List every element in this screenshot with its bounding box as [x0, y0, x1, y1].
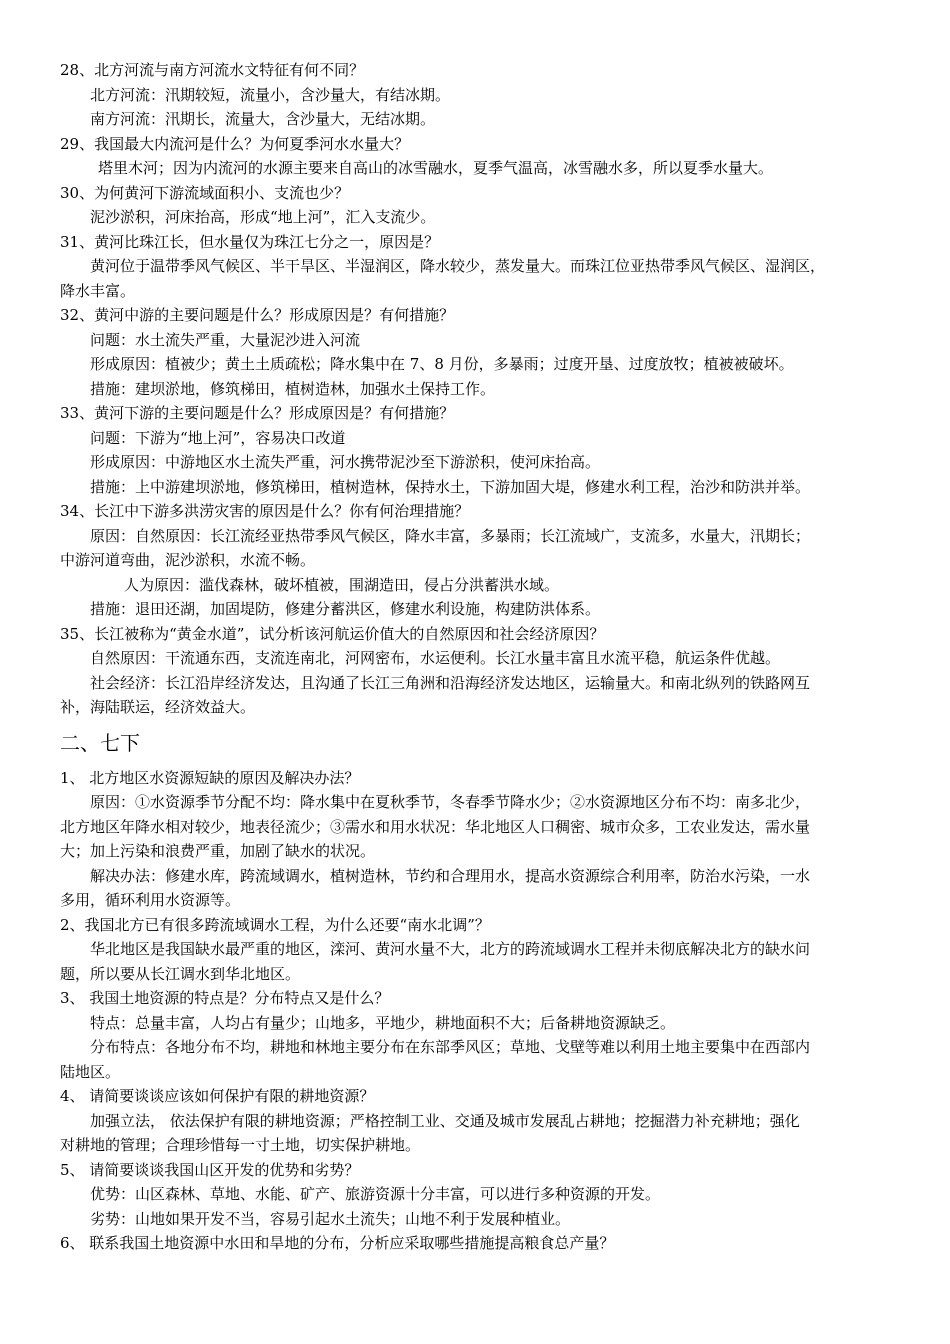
indented-text-line: 加强立法， 依法保护有限的耕地资源；严格控制工业、交通及城市发展乱占耕地；挖掘潜力补充耕地；强化: [90, 1111, 800, 1130]
indented-text-line: 措施：退田还湖，加固堤防，修建分蓄洪区，修建水利设施，构建防洪体系。: [90, 600, 601, 618]
text-line: 题，所以要从长江调水到华北地区。: [60, 964, 301, 983]
text-line: 30、为何黄河下游流域面积小、支流也少？: [60, 183, 350, 202]
text-line: 2、我国北方已有很多跨流域调水工程，为什么还要“南水北调”？: [60, 915, 490, 934]
indented-text-line: 措施：建坝淤地，修筑梯田，植树造林，加强水土保持工作。: [90, 379, 496, 398]
text-line: 1、 北方地区水资源短缺的原因及解决办法？: [60, 768, 360, 787]
indented-text-line: 自然原因：干流通东西，支流连南北，河网密布，水运便利。长江水量丰富且水流平稳，航运条件优越。: [90, 649, 781, 667]
text-line: 35、长江被称为“黄金水道”，试分析该河航运价值大的自然原因和社会经济原因？: [60, 624, 605, 643]
indented-text-line: 解决办法：修建水库，跨流域调水，植树造林，节约和合理用水，提高水资源综合利用率，防治水污染，一水: [90, 866, 811, 885]
text-line: 33、黄河下游的主要问题是什么？形成原因是？有何措施？: [60, 404, 455, 422]
text-line: 北方地区年降水相对较少，地表径流少；③需水和用水状况：华北地区人口稠密、城市众多，工农业发达，需水量: [60, 817, 811, 836]
indented-text-line: 社会经济：长江沿岸经济发达，且沟通了长江三角洲和沿海经济发达地区，运输量大。和南北纵列的铁路网互: [90, 673, 811, 692]
indented-text-line: 华北地区是我国缺水最严重的地区，滦河、黄河水量不大，北方的跨流域调水工程并未彻底解决北方的缺水问: [90, 940, 811, 958]
text-line: 28、北方河流与南方河流水文特征有何不同？: [60, 61, 365, 79]
indented-text-line: 特点：总量丰富，人均占有量少；山地多，平地少，耕地面积不大；后备耕地资源缺乏。: [90, 1013, 676, 1032]
text-line: 对耕地的管理；合理珍惜每一寸土地，切实保护耕地。: [60, 1136, 421, 1154]
text-line: 4、 请简要谈谈应该如何保护有限的耕地资源？: [60, 1087, 375, 1105]
indented-text-line: 塔里木河；因为内流河的水源主要来自高山的冰雪融水，夏季气温高，冰雪融水多，所以夏季水量大。: [98, 159, 774, 177]
indented-text-line: 劣势：山地如果开发不当，容易引起水土流失；山地不利于发展种植业。: [90, 1209, 571, 1228]
text-line: 31、黄河比珠江长，但水量仅为珠江七分之一，原因是？: [60, 232, 440, 251]
indented-text-line: 原因：自然原因：长江流经亚热带季风气候区，降水丰富，多暴雨；长江流域广，支流多，水量大，汛期长；: [90, 526, 811, 545]
indented-text-line: 人为原因：滥伐森林，破坏植被，围湖造田，侵占分洪蓄洪水域。: [124, 575, 560, 594]
text-line: 大；加上污染和浪费严重，加剧了缺水的状况。: [60, 842, 376, 860]
indented-text-line: 泥沙淤积，河床抬高，形成“地上河”，汇入支流少。: [90, 208, 436, 226]
text-line: 陆地区。: [60, 1062, 121, 1081]
text-line: 补，海陆联运，经济效益大。: [60, 698, 256, 716]
indented-text-line: 优势：山区森林、草地、水能、矿产、旅游资源十分丰富，可以进行多种资源的开发。: [90, 1185, 661, 1203]
indented-text-line: 黄河位于温带季风气候区、半干旱区、半湿润区，降水较少，蒸发量大。而珠江位亚热带季风气候区、湿润区，: [90, 257, 826, 275]
document-page: [60, 58, 898, 1256]
text-line: 5、 请简要谈谈我国山区开发的优势和劣势？: [60, 1160, 360, 1179]
indented-text-line: 形成原因：中游地区水土流失严重，河水携带泥沙至下游淤积，使河床抬高。: [90, 453, 601, 471]
indented-text-line: 南方河流：汛期长，流量大，含沙量大，无结冰期。: [90, 110, 436, 128]
text-line: 34、长江中下游多洪涝灾害的原因是什么？你有何治理措施？: [60, 502, 470, 520]
indented-text-line: 形成原因：植被少；黄土土质疏松；降水集中在 7、8 月份，多暴雨；过度开垦、过度放牧；植被被破坏。: [90, 355, 794, 373]
text-line: 6、 联系我国土地资源中水田和旱地的分布，分析应采取哪些措施提高粮食总产量？: [60, 1234, 615, 1252]
indented-text-line: 措施：上中游建坝淤地，修筑梯田，植树造林，保持水土，下游加固大堤，修建水利工程，治沙和防洪并举。: [90, 477, 811, 496]
text-line: 3、 我国土地资源的特点是？分布特点又是什么？: [60, 989, 390, 1007]
indented-text-line: 分布特点：各地分布不均，耕地和林地主要分布在东部季风区；草地、戈壁等难以利用土地主要集中在西部内: [90, 1038, 811, 1056]
indented-text-line: 北方河流：汛期较短，流量小，含沙量大，有结冰期。: [90, 85, 451, 104]
indented-text-line: 问题：下游为“地上河”，容易决口改道: [90, 428, 346, 447]
indented-text-line: 原因：①水资源季节分配不均：降水集中在夏秋季节，冬春季节降水少；②水资源地区分布不均：南多北少，: [90, 793, 811, 811]
text-line: 32、黄河中游的主要问题是什么？形成原因是？有何措施？: [60, 306, 455, 324]
text-line: 降水丰富。: [60, 281, 136, 300]
section-heading: 二、七下: [60, 730, 140, 755]
text-line: 中游河道弯曲，泥沙淤积，水流不畅。: [60, 551, 316, 569]
text-line: 29、我国最大内流河是什么？为何夏季河水水量大？: [60, 134, 410, 153]
indented-text-line: 问题：水土流失严重，大量泥沙进入河流: [90, 330, 361, 349]
text-line: 多用，循环利用水资源等。: [60, 891, 241, 909]
